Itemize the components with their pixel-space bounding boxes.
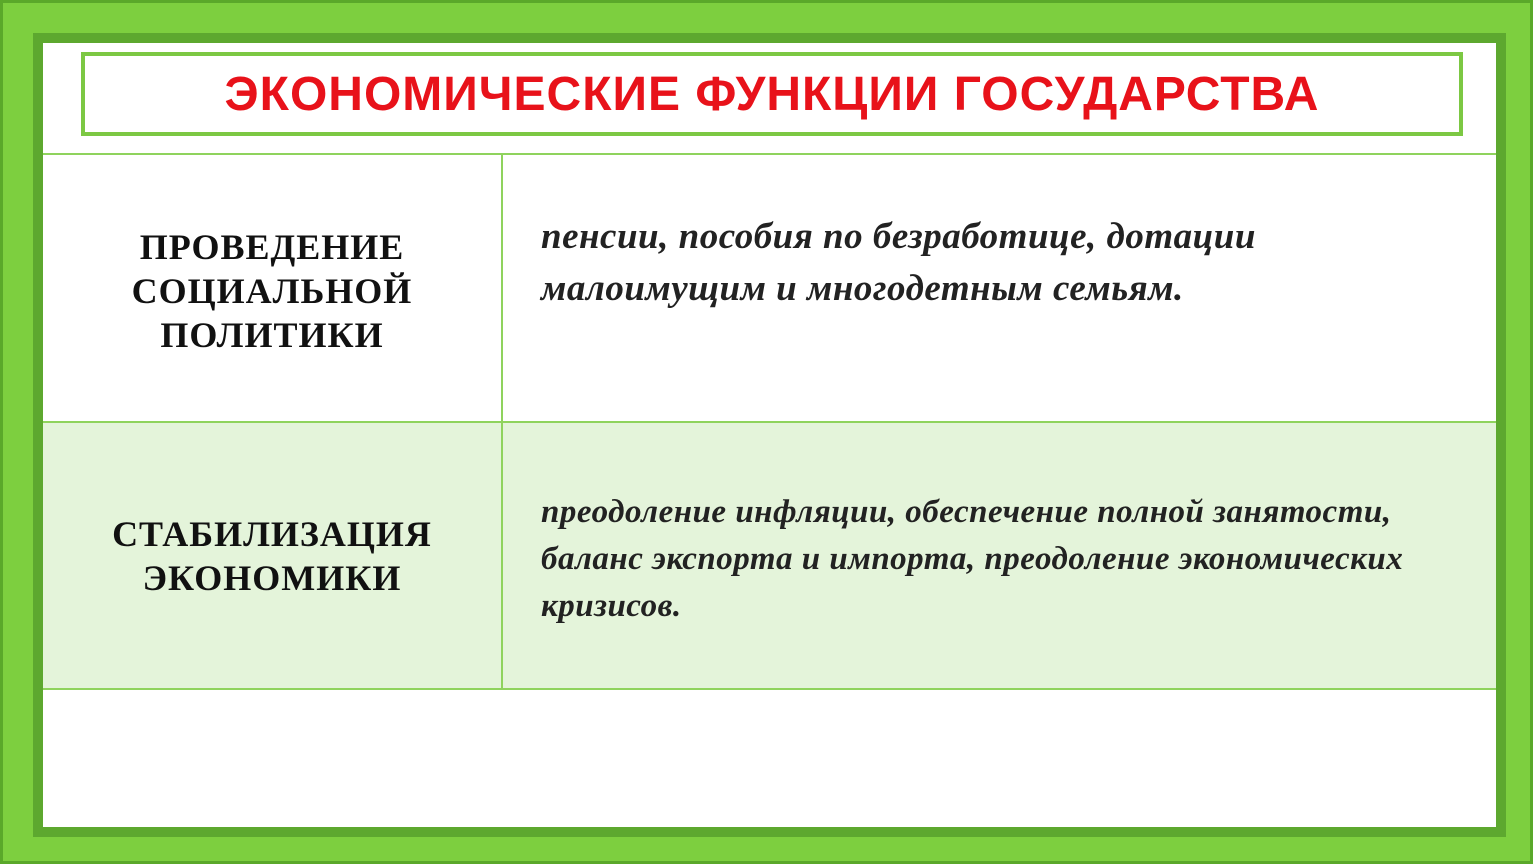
slide-title: ЭКОНОМИЧЕСКИЕ ФУНКЦИИ ГОСУДАРСТВА <box>224 67 1320 121</box>
table-row <box>43 153 1496 421</box>
description-cell <box>503 423 1496 688</box>
description-cell <box>503 155 1496 421</box>
function-cell <box>43 423 503 688</box>
functions-table <box>43 153 1496 690</box>
function-description: преодоление инфляции, обеспечение полной занятости, баланс экспорта и импорта, преодоление экономических кризисов. <box>541 494 1404 624</box>
slide-canvas <box>43 43 1496 827</box>
function-name: СТАБИЛИЗАЦИЯ ЭКОНОМИКИ <box>112 514 432 598</box>
slide-border <box>33 33 1506 837</box>
title-box <box>81 52 1463 136</box>
function-cell <box>43 155 503 421</box>
function-name: ПРОВЕДЕНИЕ СОЦИАЛЬНОЙ ПОЛИТИКИ <box>131 227 413 355</box>
table-row <box>43 421 1496 690</box>
function-description: пенсии, пособия по безработице, дотации малоимущим и многодетным семьям. <box>541 216 1256 309</box>
